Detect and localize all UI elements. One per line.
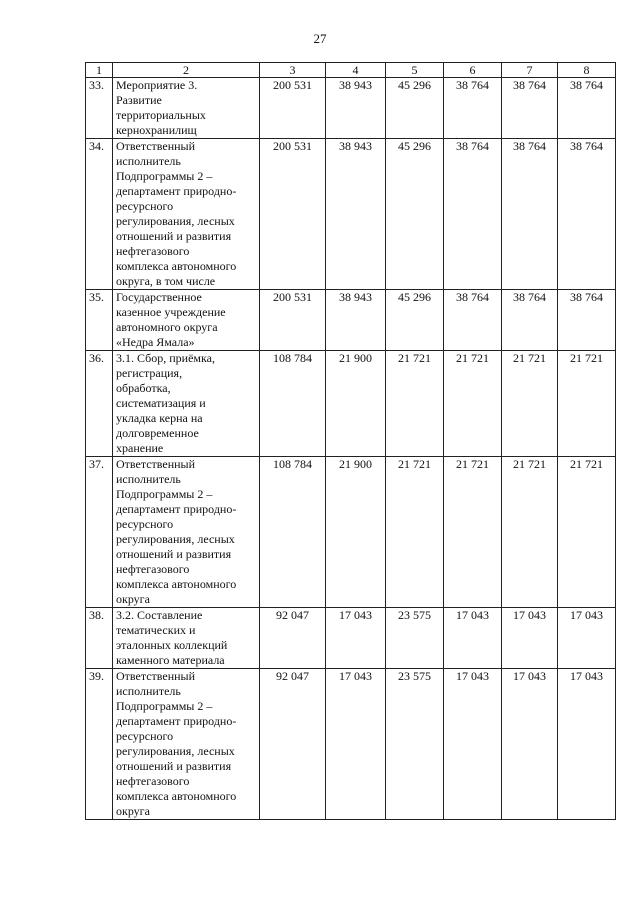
value-cell: 38 943 xyxy=(326,290,386,351)
description-line: Государственное xyxy=(116,290,202,304)
value-cell: 38 764 xyxy=(502,139,558,290)
description-line: Подпрограммы 2 – xyxy=(116,169,213,183)
description-line: автономного округа xyxy=(116,320,218,334)
table-row xyxy=(86,457,616,608)
page-number: 27 xyxy=(313,31,327,46)
value-cell: 92 047 xyxy=(260,608,326,669)
value-cell: 38 943 xyxy=(326,78,386,139)
value-cell: 45 296 xyxy=(386,290,444,351)
table-row xyxy=(86,608,616,669)
value-cell: 23 575 xyxy=(386,608,444,669)
table-row xyxy=(86,78,616,139)
value-cell: 38 764 xyxy=(444,78,502,139)
row-number: 39. xyxy=(86,669,113,820)
description-line: ресурсного xyxy=(116,199,174,213)
value-cell: 21 721 xyxy=(386,457,444,608)
row-number: 35. xyxy=(86,290,113,351)
row-description xyxy=(113,78,260,139)
description-line: департамент природно- xyxy=(116,502,237,516)
description-line: Подпрограммы 2 – xyxy=(116,699,213,713)
value-cell: 38 764 xyxy=(558,78,616,139)
description-line: казенное учреждение xyxy=(116,305,226,319)
value-cell: 21 900 xyxy=(326,351,386,457)
value-cell: 108 784 xyxy=(260,457,326,608)
table-body xyxy=(86,78,616,820)
description-line: комплекса автономного xyxy=(116,789,237,803)
description-line: Развитие xyxy=(116,93,162,107)
description-line: регулирования, лесных xyxy=(116,214,235,228)
value-cell: 17 043 xyxy=(444,669,502,820)
value-cell: 200 531 xyxy=(260,139,326,290)
description-line: исполнитель xyxy=(116,154,181,168)
description-line: Ответственный xyxy=(116,457,196,471)
description-line: отношений и развития xyxy=(116,547,232,561)
table-row xyxy=(86,351,616,457)
value-cell: 17 043 xyxy=(444,608,502,669)
value-cell: 38 764 xyxy=(444,139,502,290)
header-cell: 8 xyxy=(558,63,616,78)
description-line: нефтегазового xyxy=(116,562,190,576)
description-line: ресурсного xyxy=(116,517,174,531)
description-line: территориальных xyxy=(116,108,206,122)
value-cell: 38 764 xyxy=(502,78,558,139)
header-row xyxy=(86,63,616,78)
description-line: каменного материала xyxy=(116,653,225,667)
row-description xyxy=(113,351,260,457)
value-cell: 21 721 xyxy=(558,457,616,608)
description-line: систематизация и xyxy=(116,396,206,410)
row-number: 37. xyxy=(86,457,113,608)
description-line: округа xyxy=(116,592,150,606)
description-line: хранение xyxy=(116,441,164,455)
description-line: нефтегазового xyxy=(116,244,190,258)
header-cell: 6 xyxy=(444,63,502,78)
value-cell: 21 721 xyxy=(444,457,502,608)
value-cell: 38 764 xyxy=(444,290,502,351)
description-line: Подпрограммы 2 – xyxy=(116,487,213,501)
description-line: отношений и развития xyxy=(116,229,232,243)
value-cell: 17 043 xyxy=(502,608,558,669)
table-row xyxy=(86,669,616,820)
description-line: исполнитель xyxy=(116,684,181,698)
value-cell: 17 043 xyxy=(326,669,386,820)
description-line: эталонных коллекций xyxy=(116,638,228,652)
value-cell: 21 721 xyxy=(386,351,444,457)
budget-table xyxy=(85,62,616,820)
description-line: департамент природно- xyxy=(116,714,237,728)
header-cell: 3 xyxy=(260,63,326,78)
value-cell: 17 043 xyxy=(558,669,616,820)
description-line: регулирования, лесных xyxy=(116,532,235,546)
description-line: регистрация, xyxy=(116,366,183,380)
description-line: Ответственный xyxy=(116,669,196,683)
description-line: Ответственный xyxy=(116,139,196,153)
value-cell: 21 721 xyxy=(558,351,616,457)
header-cell: 2 xyxy=(113,63,260,78)
description-line: исполнитель xyxy=(116,472,181,486)
description-line: нефтегазового xyxy=(116,774,190,788)
header-cell: 4 xyxy=(326,63,386,78)
row-description xyxy=(113,457,260,608)
description-line: 3.2. Составление xyxy=(116,608,203,622)
value-cell: 17 043 xyxy=(558,608,616,669)
description-line: комплекса автономного xyxy=(116,577,237,591)
value-cell: 45 296 xyxy=(386,139,444,290)
value-cell: 23 575 xyxy=(386,669,444,820)
row-description xyxy=(113,290,260,351)
description-line: регулирования, лесных xyxy=(116,744,235,758)
value-cell: 38 764 xyxy=(502,290,558,351)
table-row xyxy=(86,290,616,351)
row-description xyxy=(113,608,260,669)
description-line: округа, в том числе xyxy=(116,274,216,288)
value-cell: 38 764 xyxy=(558,139,616,290)
description-line: обработка, xyxy=(116,381,171,395)
value-cell: 21 721 xyxy=(502,351,558,457)
value-cell: 92 047 xyxy=(260,669,326,820)
description-line: ресурсного xyxy=(116,729,174,743)
value-cell: 200 531 xyxy=(260,290,326,351)
row-description xyxy=(113,139,260,290)
description-line: укладка керна на xyxy=(116,411,203,425)
table-row xyxy=(86,139,616,290)
description-line: отношений и развития xyxy=(116,759,232,773)
description-line: округа xyxy=(116,804,150,818)
row-number: 34. xyxy=(86,139,113,290)
header-cell: 1 xyxy=(86,63,113,78)
value-cell: 17 043 xyxy=(502,669,558,820)
value-cell: 38 943 xyxy=(326,139,386,290)
description-line: департамент природно- xyxy=(116,184,237,198)
header-cell: 7 xyxy=(502,63,558,78)
description-line: тематических и xyxy=(116,623,196,637)
header-cell: 5 xyxy=(386,63,444,78)
value-cell: 200 531 xyxy=(260,78,326,139)
value-cell: 21 721 xyxy=(444,351,502,457)
description-line: Мероприятие 3. xyxy=(116,78,198,92)
description-line: кернохранилищ xyxy=(116,123,197,137)
row-number: 38. xyxy=(86,608,113,669)
description-line: долговременное xyxy=(116,426,199,440)
description-line: комплекса автономного xyxy=(116,259,237,273)
value-cell: 45 296 xyxy=(386,78,444,139)
description-line: 3.1. Сбор, приёмка, xyxy=(116,351,215,365)
value-cell: 17 043 xyxy=(326,608,386,669)
description-line: «Недра Ямала» xyxy=(116,335,195,349)
row-description xyxy=(113,669,260,820)
row-number: 33. xyxy=(86,78,113,139)
value-cell: 21 900 xyxy=(326,457,386,608)
value-cell: 108 784 xyxy=(260,351,326,457)
value-cell: 21 721 xyxy=(502,457,558,608)
row-number: 36. xyxy=(86,351,113,457)
value-cell: 38 764 xyxy=(558,290,616,351)
